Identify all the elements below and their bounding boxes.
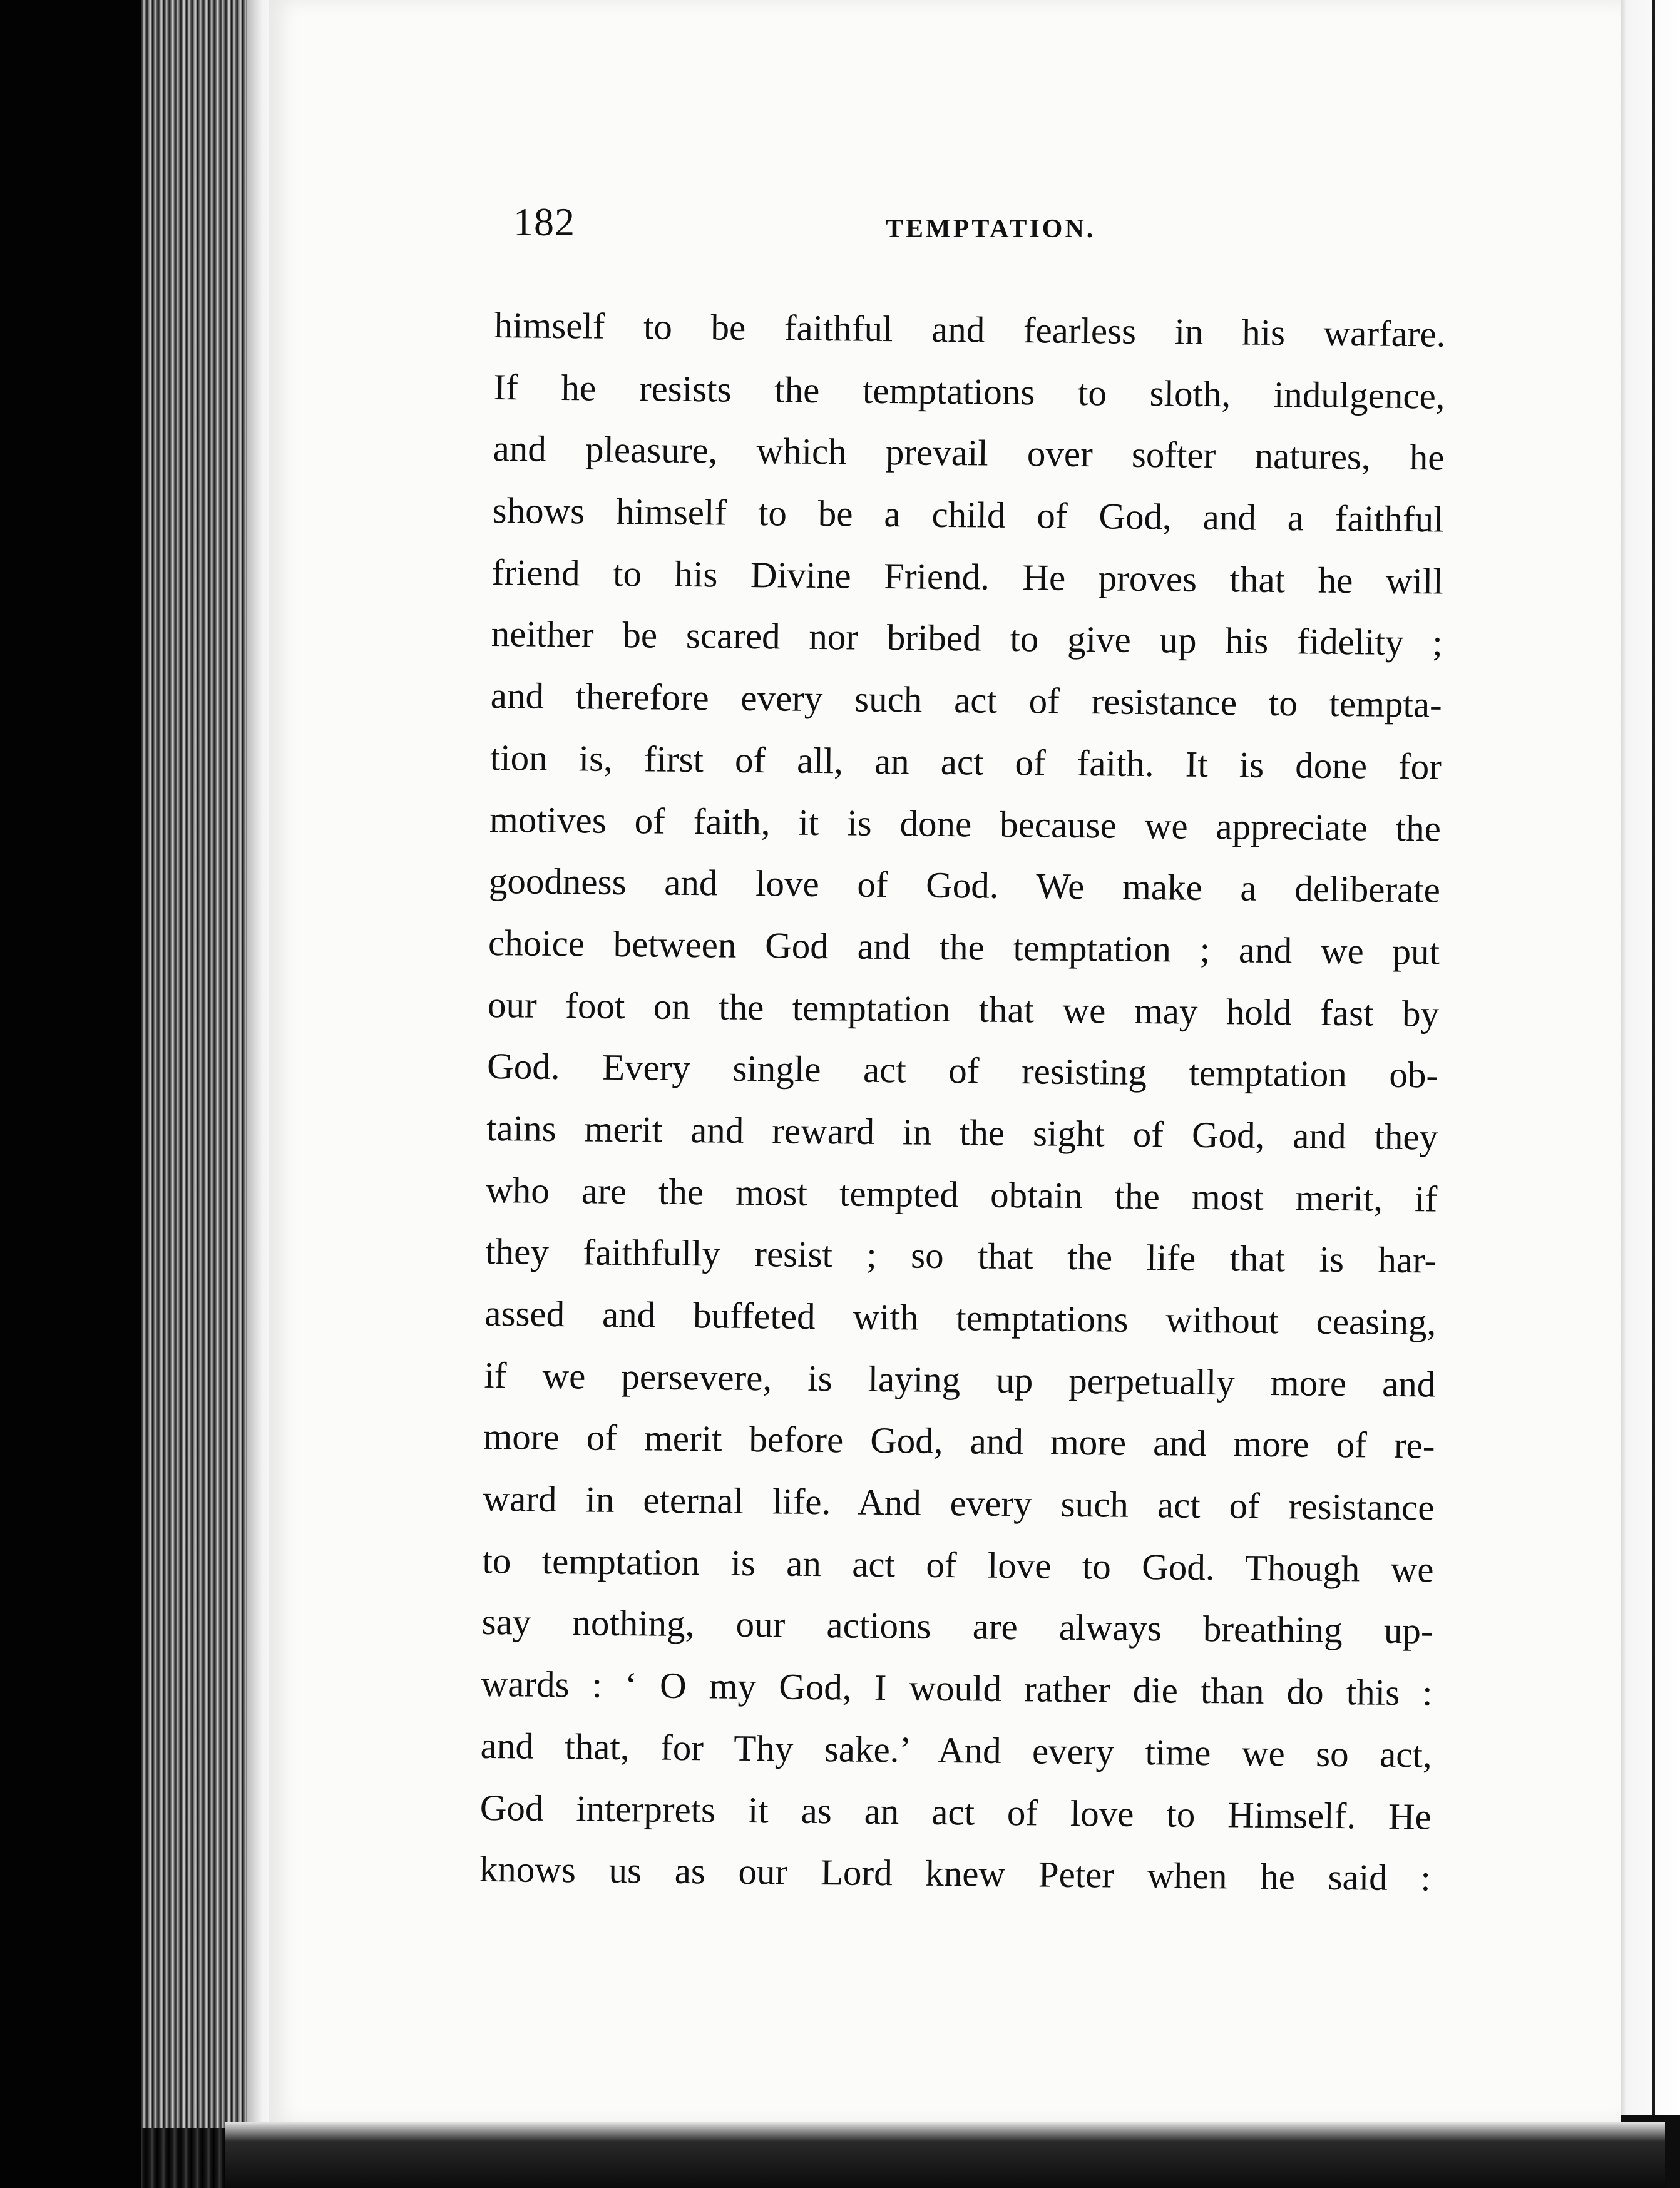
- text-line: to temptation is an act of love to God. Though we: [482, 1539, 1434, 1590]
- binding-shadow: [0, 0, 141, 2188]
- text-line: and pleasure, which prevail over softer natures, he: [493, 427, 1445, 478]
- text-line: and therefore every such act of resistance to tempta-: [490, 675, 1443, 725]
- body-text: [479, 294, 1446, 1909]
- page-number: 182: [513, 200, 575, 244]
- text-line: assed and buffeted with temptations without ceasing,: [484, 1292, 1437, 1343]
- text-line: say nothing, our actions are always breathing up-: [481, 1601, 1433, 1652]
- text-line: ward in eternal life. And every such act of resistance: [483, 1477, 1435, 1528]
- text-line: if we persevere, is laying up perpetually more and: [484, 1354, 1436, 1405]
- text-line: shows himself to be a child of God, and a faithful: [492, 489, 1444, 540]
- page-bottom-shadow: [225, 2122, 1665, 2188]
- running-head: TEMPTATION.: [886, 215, 1096, 243]
- text-line: knows us as our Lord knew Peter when he said :: [479, 1848, 1432, 1899]
- text-line: friend to his Divine Friend. He proves that he will: [491, 551, 1443, 602]
- text-line: who are the most tempted obtain the most merit, if: [485, 1168, 1438, 1220]
- text-line: If he resists the temptations to sloth, indulgence,: [493, 366, 1445, 417]
- text-line: God interprets it as an act of love to Himself. He: [479, 1786, 1432, 1837]
- text-line: our foot on the temptation that we may hold fast by: [487, 983, 1440, 1035]
- text-line: motives of faith, it is done because we appreciate the: [489, 798, 1442, 849]
- text-line: tion is, first of all, an act of faith. It is done for: [489, 736, 1442, 787]
- text-line: tains merit and reward in the sight of God, and they: [486, 1107, 1438, 1158]
- text-line: neither be scared nor bribed to give up his fidelity ;: [491, 613, 1443, 664]
- text-line: himself to be faithful and fearless in his warfare.: [494, 304, 1446, 355]
- text-line: more of merit before God, and more and more of re-: [483, 1416, 1435, 1466]
- text-line: wards : ‘ O my God, I would rather die than do this :: [481, 1663, 1433, 1714]
- page-header: [513, 199, 1452, 255]
- text-line: choice between God and the temptation ; and we put: [488, 921, 1440, 973]
- text-line: goodness and love of God. We make a deliberate: [488, 860, 1441, 911]
- text-line: God. Every single act of resisting temptation ob-: [486, 1045, 1439, 1096]
- text-line: they faithfully resist ; so that the life that is har-: [485, 1230, 1437, 1281]
- next-page-fold-line: [1652, 0, 1655, 2115]
- text-line: and that, for Thy sake.’ And every time we so act,: [480, 1724, 1432, 1776]
